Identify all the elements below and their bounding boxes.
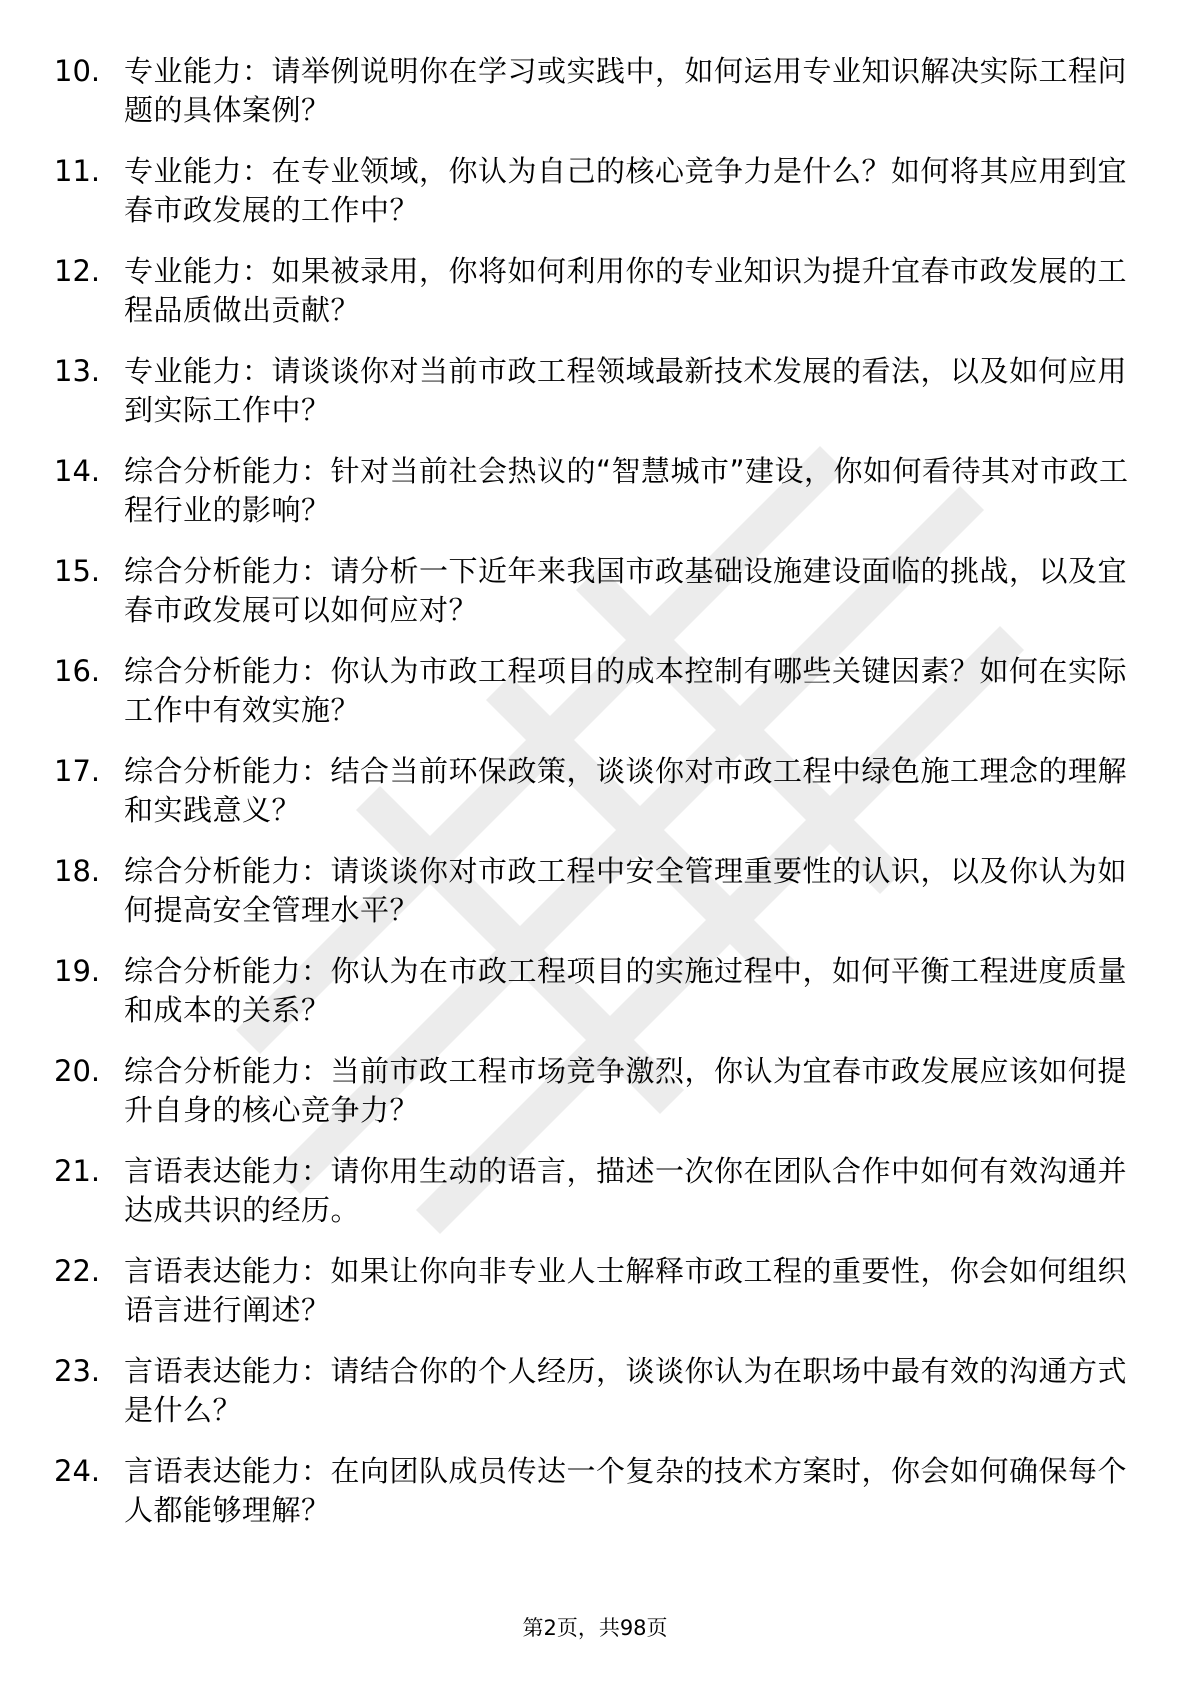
question-text: 综合分析能力：针对当前社会热议的“智慧城市”建设，你如何看待其对市政工程行业的影响？ (124, 454, 1129, 527)
question-number: 13. (54, 354, 101, 388)
question-number: 14. (54, 454, 101, 488)
question-item (54, 452, 1144, 552)
question-number: 15. (54, 554, 101, 588)
question-item (54, 752, 1144, 852)
question-item (54, 952, 1144, 1052)
question-number: 24. (54, 1454, 101, 1488)
question-item (54, 152, 1144, 252)
question-text: 综合分析能力：你认为在市政工程项目的实施过程中，如何平衡工程进度质量和成本的关系？ (124, 954, 1128, 1027)
question-number: 21. (54, 1154, 101, 1188)
question-number: 17. (54, 754, 101, 788)
question-text: 综合分析能力：你认为市政工程项目的成本控制有哪些关键因素？如何在实际工作中有效实施？ (124, 654, 1128, 727)
question-number: 22. (54, 1254, 101, 1288)
question-text: 言语表达能力：在向团队成员传达一个复杂的技术方案时，你会如何确保每个人都能够理解？ (124, 1454, 1128, 1527)
question-list (54, 52, 1144, 1552)
question-number: 19. (54, 954, 101, 988)
question-text: 综合分析能力：结合当前环保政策，谈谈你对市政工程中绿色施工理念的理解和实践意义？ (124, 754, 1128, 827)
question-item (54, 252, 1144, 352)
question-item (54, 852, 1144, 952)
question-number: 12. (54, 254, 101, 288)
question-number: 10. (54, 54, 101, 88)
question-item (54, 1452, 1144, 1552)
question-text: 综合分析能力：当前市政工程市场竞争激烈，你认为宜春市政发展应该如何提升自身的核心竞争力？ (124, 1054, 1128, 1127)
question-item (54, 1352, 1144, 1452)
question-text: 言语表达能力：请结合你的个人经历，谈谈你认为在职场中最有效的沟通方式是什么？ (124, 1354, 1128, 1427)
question-text: 专业能力：在专业领域，你认为自己的核心竞争力是什么？如何将其应用到宜春市政发展的工作中？ (124, 154, 1128, 227)
question-item (54, 552, 1144, 652)
question-number: 18. (54, 854, 101, 888)
question-item (54, 1052, 1144, 1152)
question-item (54, 652, 1144, 752)
question-number: 23. (54, 1354, 101, 1388)
question-item (54, 52, 1144, 152)
question-text: 言语表达能力：请你用生动的语言，描述一次你在团队合作中如何有效沟通并达成共识的经历。 (124, 1154, 1128, 1227)
question-text: 言语表达能力：如果让你向非专业人士解释市政工程的重要性，你会如何组织语言进行阐述？ (124, 1254, 1128, 1327)
question-item (54, 1252, 1144, 1352)
question-item (54, 352, 1144, 452)
question-number: 20. (54, 1054, 101, 1088)
question-text: 专业能力：请举例说明你在学习或实践中，如何运用专业知识解决实际工程问题的具体案例？ (124, 54, 1128, 127)
question-number: 16. (54, 654, 101, 688)
question-text: 综合分析能力：请谈谈你对市政工程中安全管理重要性的认识，以及你认为如何提高安全管理水平？ (124, 854, 1128, 927)
question-text: 专业能力：请谈谈你对当前市政工程领域最新技术发展的看法，以及如何应用到实际工作中？ (124, 354, 1128, 427)
question-text: 专业能力：如果被录用，你将如何利用你的专业知识为提升宜春市政发展的工程品质做出贡献？ (124, 254, 1128, 327)
question-text: 综合分析能力：请分析一下近年来我国市政基础设施建设面临的挑战，以及宜春市政发展可以如何应对？ (124, 554, 1128, 627)
page-indicator: 第2页，共98页 (522, 1616, 668, 1640)
question-item (54, 1152, 1144, 1252)
question-number: 11. (54, 154, 101, 188)
